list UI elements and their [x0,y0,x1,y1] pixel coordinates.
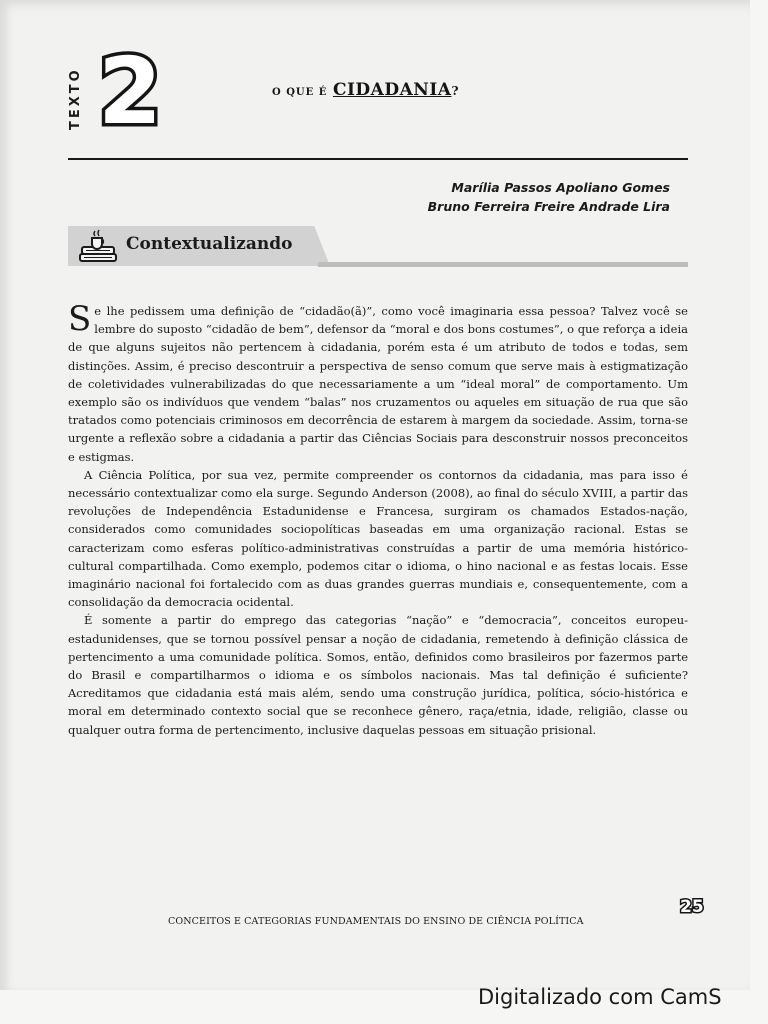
page-number: 25 [680,897,704,917]
title-suffix: ? [451,84,459,98]
texto-label: TEXTO [68,67,83,130]
section-title: Contextualizando [126,234,293,254]
author-2: Bruno Ferreira Freire Andrade Lira [427,199,670,214]
authors [428,178,670,216]
paragraph-1 [68,299,688,466]
chapter-number: 2 [98,38,163,145]
chapter-title [272,80,459,100]
title-main: CIDADANIA [332,80,452,100]
header-rule [68,158,688,160]
running-footer: CONCEITOS E CATEGORIAS FUNDAMENTAIS DO ENSINO DE CIÊNCIA POLÍTICA [168,916,584,927]
title-prefix: O QUE É [272,87,328,98]
section-bar [318,262,688,267]
scanner-watermark: Digitalizado com CamS [478,985,722,1009]
paragraph-2: A Ciência Política, por sua vez, permite compreender os contornos da cidadania, mas para isso é necessário contextualizar como ela surge. Segundo Anderson (2008), ao final do século XVIII, a partir das revoluções de Independência Estadunidense e Francesa, surgiram os chamados Estados-nação, considerados como comunidades sociopolíticas baseadas em uma organização racional. Estas se caracterizam como esferas político-administrativas construídas a partir de uma memória histórico-cultural compartilhada. Como exemplo, podemos citar o idioma, o hino nacional e as festas locais. Esse imaginário nacional foi fortalecido com as duas grandes guerras mundiais e, consequentemente, com a consolidação da democracia ocidental. [68,467,688,610]
section-header [68,222,688,270]
author-1: Marília Passos Apoliano Gomes [451,180,670,195]
paragraph-3: É somente a partir do emprego das categorias “nação” e “democracia”, conceitos europeu-estadunidenses, que se tornou possível pensar a noção de cidadania, remetendo à definição clássica de pertencimento a uma comunidade política. Somos, então, definidos como brasileiros por fazermos parte do Brasil e compartilharmos o idioma e os símbolos nacionais. Mas tal definição é suficiente? Acreditamos que cidadania está mais além, sendo uma construção jurídica, política, sócio-histórica e moral em determinado contexto social que se reconhece gênero, raça/etnia, idade, religião, classe ou qualquer outra forma de pertencimento, inclusive daquelas pessoas em situação prisional. [68,613,688,737]
paragraph-1-text: e lhe pedissem uma definição de “cidadão(ã)”, como você imaginaria essa pessoa? Talvez você se lembre do suposto “cidadão de bem”, defensor da “moral e dos bons costumes”, o que reforça a ideia de que alguns sujeitos não pertencem à cidadania, porém esta é um atributo de todos e todas, sem distinções. Assim, é preciso descontruir a perspectiva de senso comum que serve mais à estigmatização de coletividades vulnerabilizadas do que necessariamente a um “ideal moral” de comportamento. Um exemplo são os indivíduos que vendem “balas” nos cruzamentos ou aqueles em situação de rua que são tratados como potenciais criminosos em decorrência de estarem à margem da sociedade. Assim, torna-se urgente a reflexão sobre a cidadania a partir das Ciências Sociais para desconstruir nossos preconceitos e estigmas. [68,304,688,464]
drop-cap: S [68,299,92,339]
books-coffee-icon [78,228,120,264]
article-body [68,299,688,739]
